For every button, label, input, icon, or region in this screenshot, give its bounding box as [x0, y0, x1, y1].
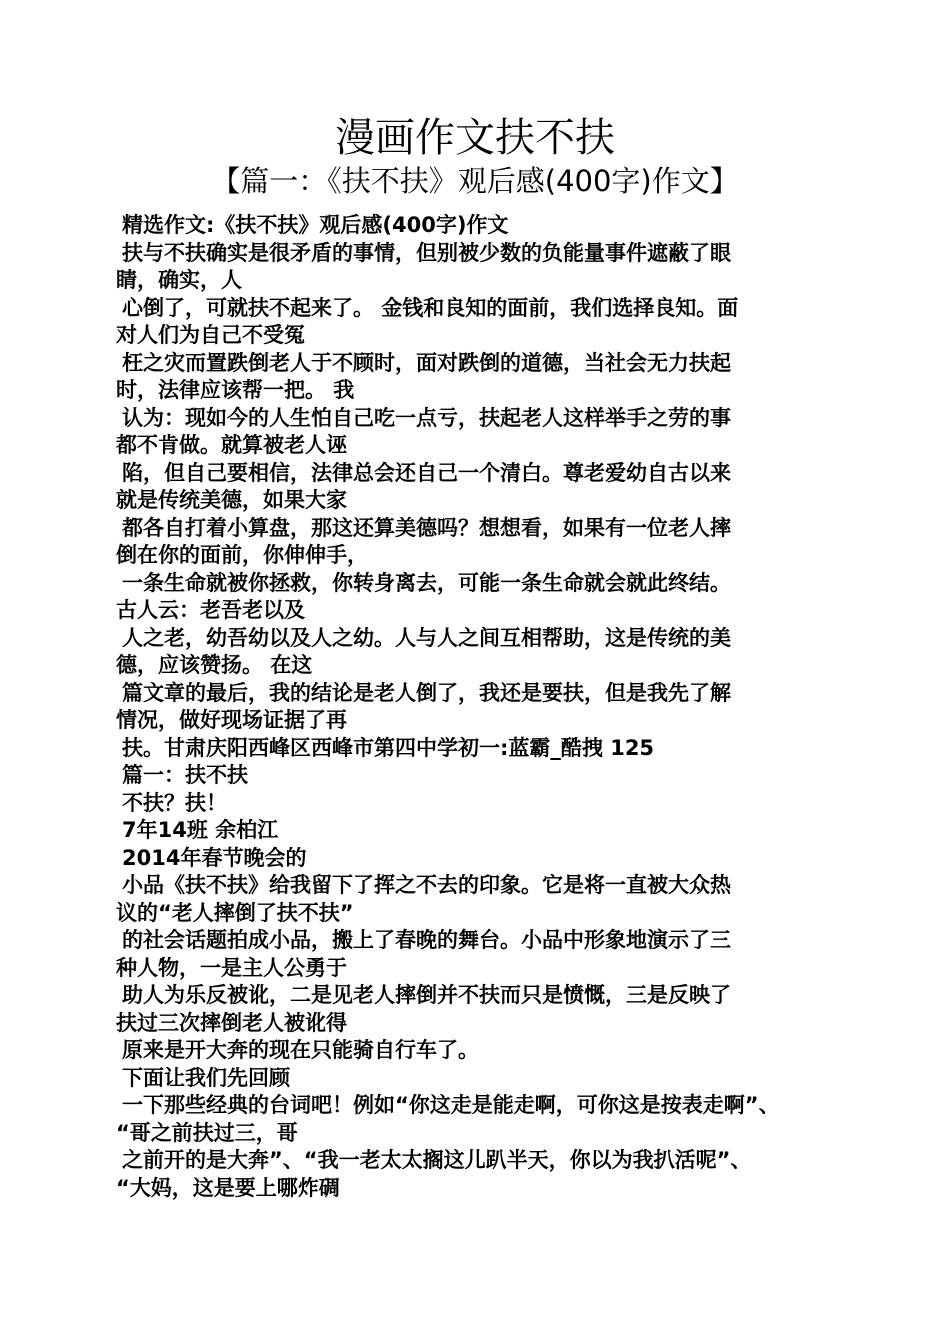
body-line: 议的“老人摔倒了扶不扶”: [116, 900, 354, 925]
body-line: 心倒了，可就扶不起来了。 金钱和良知的面前，我们选择良知。面: [122, 295, 739, 320]
body-line: 对人们为自己不受冤: [116, 323, 305, 347]
body-line: 认为：现如今的人生怕自己吃一点亏，扶起老人这样举手之劳的事: [122, 405, 731, 430]
document-title: 漫画作文扶不扶: [335, 115, 615, 161]
body-line: 就是传统美德，如果大家: [116, 488, 347, 512]
body-line: 扶。甘肃庆阳西峰区西峰市第四中学初一:蓝霸_酷拽 125: [122, 735, 655, 760]
body-line: 都不肯做。就算被老人诬: [116, 433, 347, 457]
document-body: [116, 212, 846, 1202]
body-line: 人之老，幼吾幼以及人之幼。人与人之间互相帮助，这是传统的美: [122, 625, 731, 650]
body-line: 之前开的是大奔”、“我一老太太搁这儿趴半天，你以为我扒活呢”、: [122, 1148, 752, 1172]
body-line: 陷，但自己要相信，法律总会还自己一个清白。尊老爱幼自古以来: [122, 460, 731, 485]
body-line: 助人为乐反被讹，二是见老人摔倒并不扶而只是愤慨，三是反映了: [122, 983, 731, 1007]
body-line: 精选作文:《扶不扶》观后感(400字)作文: [122, 213, 509, 237]
body-line: 德，应该赞扬。 在这: [116, 653, 313, 677]
body-line: 篇一：扶不扶: [122, 763, 248, 787]
body-line: 睛，确实，人: [116, 268, 242, 292]
body-line: 一下那些经典的台词吧！例如“你这走是能走啊，可你这是按表走啊”、: [122, 1093, 780, 1117]
body-line: 时，法律应该帮一把。 我: [116, 378, 355, 402]
body-line: 一条生命就被你拯救，你转身离去，可能一条生命就会就此终结。: [122, 570, 731, 595]
body-line: 扶与不扶确实是很矛盾的事情，但别被少数的负能量事件遮蔽了眼: [122, 240, 731, 265]
body-line: 2014年春节晚会的: [122, 845, 307, 870]
body-line: 的社会话题拍成小品，搬上了春晚的舞台。小品中形象地演示了三: [122, 928, 731, 952]
body-line: 倒在你的面前，你伸伸手，: [116, 543, 368, 567]
body-line: 都各自打着小算盘，那这还算美德吗？想想看，如果有一位老人摔: [122, 515, 731, 540]
body-line: “哥之前扶过三，哥: [116, 1120, 298, 1145]
body-line: 枉之灾而置跌倒老人于不顾时，面对跌倒的道德，当社会无力扶起: [122, 350, 731, 375]
body-line: 不扶？扶！: [122, 790, 227, 815]
body-line: 扶过三次摔倒老人被讹得: [116, 1010, 347, 1035]
body-line: 小品《扶不扶》给我留下了挥之不去的印象。它是将一直被大众热: [122, 873, 731, 897]
body-line: 种人物，一是主人公勇于: [116, 955, 347, 980]
body-line: 原来是开大奔的现在只能骑自行车了。: [122, 1038, 479, 1062]
document-subtitle: 【篇一：《扶不扶》观后感(400字)作文】: [211, 164, 739, 198]
body-line: 7年14班 余柏江: [122, 818, 279, 842]
body-line: 情况，做好现场证据了再: [116, 708, 347, 732]
body-line: 下面让我们先回顾: [122, 1065, 290, 1090]
body-line: 古人云：老吾老以及: [116, 598, 305, 622]
body-line: 篇文章的最后，我的结论是老人倒了，我还是要扶，但是我先了解: [122, 680, 731, 705]
body-line: “大妈，这是要上哪炸碉: [116, 1175, 340, 1200]
